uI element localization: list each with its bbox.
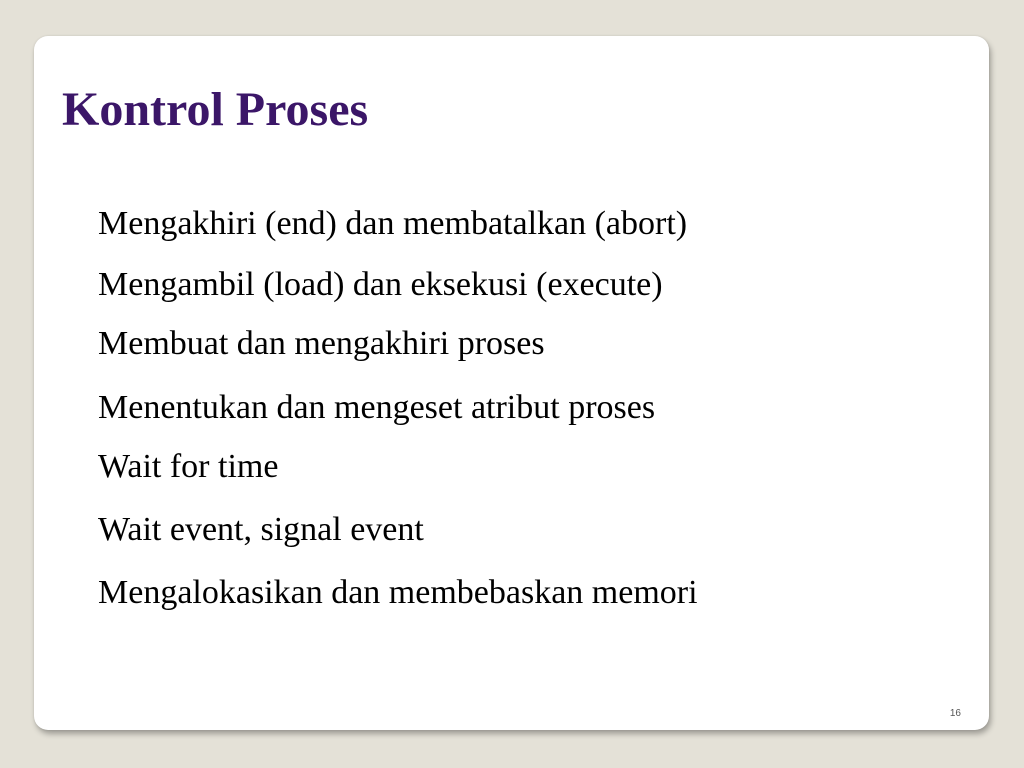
bullet-item: Mengalokasikan dan membebaskan memori [98, 574, 698, 611]
bullet-item: Wait event, signal event [98, 511, 424, 548]
bullet-item: Menentukan dan mengeset atribut proses [98, 389, 656, 426]
page-number: 16 [949, 708, 961, 719]
slide-title: Kontrol Proses [62, 83, 369, 136]
bullet-item: Mengakhiri (end) dan membatalkan (abort) [98, 205, 688, 242]
bullet-item: Membuat dan mengakhiri proses [98, 325, 545, 362]
bullet-item: Wait for time [98, 448, 279, 485]
bullet-item: Mengambil (load) dan eksekusi (execute) [98, 266, 663, 303]
slide [34, 36, 989, 730]
